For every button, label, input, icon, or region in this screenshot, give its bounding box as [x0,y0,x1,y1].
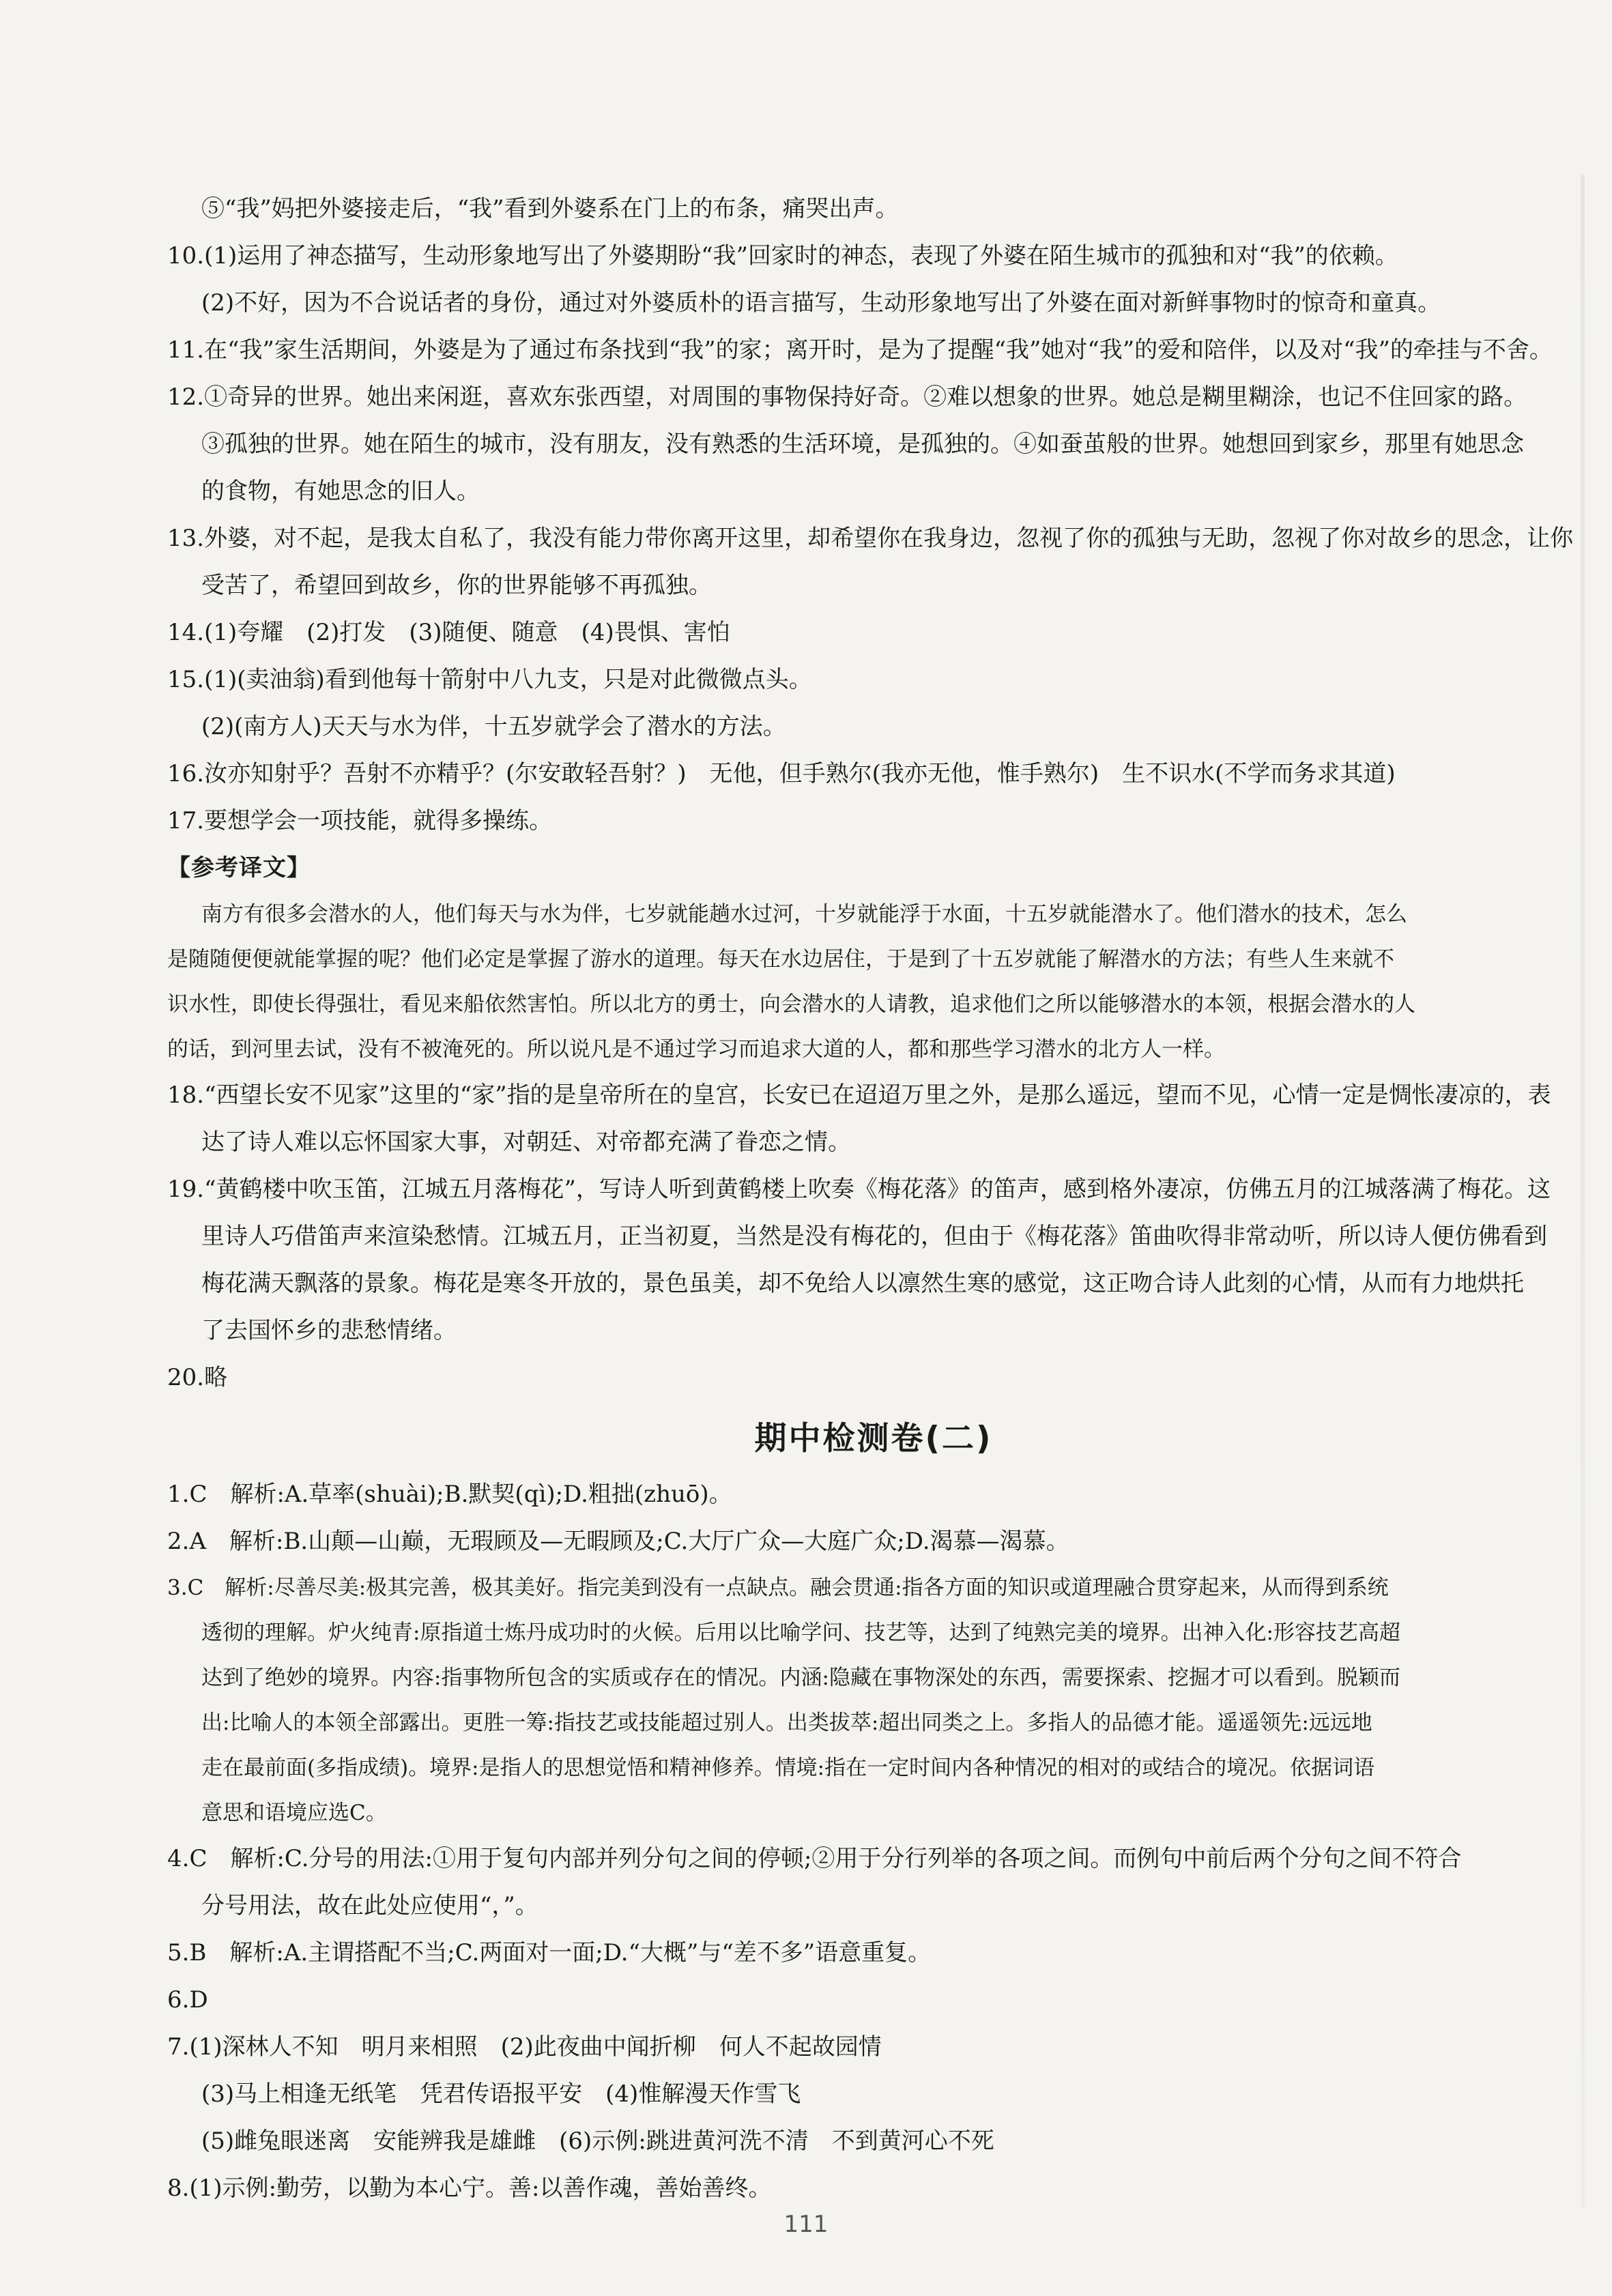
answer-line: 15.(1)(卖油翁)看到他每十箭射中八九支，只是对此微微点头。 [167,666,812,693]
answer-line: 17.要想学会一项技能，就得多操练。 [167,807,553,834]
answer-line: 12.①奇异的世界。她出来闲逛，喜欢东张西望，对周围的事物保持好奇。②难以想象的世界。她总是糊里糊涂，也记不住回家的路。 [167,383,1527,411]
answer-line: 16.汝亦知射乎？吾射不亦精乎？(尔安敢轻吾射？) 无他，但手熟尔(我亦无他，惟手熟尔) 生不识水(不学而务求其道) [167,760,1396,787]
section-answer-line: 6.D [167,1986,208,2014]
answer-line: 梅花满天飘落的景象。梅花是寒冬开放的，景色虽美，却不免给人以凛然生寒的感觉，这正吻合诗人此刻的心情，从而有力地烘托 [201,1270,1524,1297]
section-answer-line: 走在最前面(多指成绩)。境界:是指人的思想觉悟和精神修养。情境:指在一定时间内各种情况的相对的或结合的境况。依据词语 [201,1756,1375,1780]
section-answer-line: 3.C 解析:尽善尽美:极其完善，极其美好。指完美到没有一点缺点。融会贯通:指各方面的知识或道理融合贯穿起来，从而得到系统 [167,1575,1389,1600]
answer-line: 了去国怀乡的悲愁情绪。 [201,1317,457,1344]
answer-line: 18.“西望长安不见家”这里的“家”指的是皇帝所在的皇宫，长安已在迢迢万里之外，是那么遥远，望而不见，心情一定是惆怅凄凉的，表 [167,1081,1551,1109]
answer-line: ③孤独的世界。她在陌生的城市，没有朋友，没有熟悉的生活环境，是孤独的。④如蚕茧般的世界。她想回到家乡，那里有她思念 [201,431,1524,458]
answer-line: 受苦了，希望回到故乡，你的世界能够不再孤独。 [201,572,712,599]
translation-line: 的话，到河里去试，没有不被淹死的。所以说凡是不通过学习而追求大道的人，都和那些学习潜水的北方人一样。 [167,1037,1225,1062]
section-answer-line: 5.B 解析:A.主谓搭配不当;C.两面对一面;D.“大概”与“差不多”语意重复。 [167,1939,932,1966]
section-answer-line: 2.A 解析:B.山颠—山巅，无瑕顾及—无暇顾及;C.大厅广众—大庭广众;D.渴慕—渴慕。 [167,1528,1069,1555]
page-number: 111 [783,2211,829,2238]
section-answer-line: 1.C 解析:A.草率(shuài);B.默契(qì);D.粗拙(zhuō)。 [167,1481,732,1508]
section-title: 期中检测卷(二) [754,1420,993,1457]
section-answer-line: (3)马上相逢无纸笔 凭君传语报平安 (4)惟解漫天作雪飞 [201,2080,801,2108]
answer-line: 14.(1)夸耀 (2)打发 (3)随便、随意 (4)畏惧、害怕 [167,619,730,646]
section-answer-line: (5)雌兔眼迷离 安能辨我是雄雌 (6)示例:跳进黄河洗不清 不到黄河心不死 [201,2127,994,2155]
translation-line: 南方有很多会潜水的人，他们每天与水为伴，七岁就能趟水过河，十岁就能浮于水面，十五岁就能潜水了。他们潜水的技术，怎么 [201,902,1407,927]
answer-line: (2)(南方人)天天与水为伴，十五岁就学会了潜水的方法。 [201,713,786,740]
answer-line: 的食物，有她思念的旧人。 [201,478,480,505]
section-answer-line: 透彻的理解。炉火纯青:原指道士炼丹成功时的火候。后用以比喻学问、技艺等，达到了纯熟完美的境界。出神入化:形容技艺高超 [201,1621,1400,1645]
section-answer-line: 达到了绝妙的境界。内容:指事物所包含的实质或存在的情况。内涵:隐藏在事物深处的东西，需要探索、挖掘才可以看到。脱颖而 [201,1666,1400,1690]
answer-line: 里诗人巧借笛声来渲染愁情。江城五月，正当初夏，当然是没有梅花的，但由于《梅花落》笛曲吹得非常动听，所以诗人便仿佛看到 [201,1223,1547,1250]
translation-line: 识水性，即使长得强壮，看见来船依然害怕。所以北方的勇士，向会潜水的人请教，追求他们之所以能够潜水的本领，根据会潜水的人 [167,992,1415,1017]
answer-line: ⑤“我”妈把外婆接走后，“我”看到外婆系在门上的布条，痛哭出声。 [201,195,899,222]
answer-line: (2)不好，因为不合说话者的身份，通过对外婆质朴的语言描写，生动形象地写出了外婆在面对新鲜事物时的惊奇和童真。 [201,289,1441,317]
section-answer-line: 4.C 解析:C.分号的用法:①用于复句内部并列分句之间的停顿;②用于分行列举的各项之间。而例句中前后两个分句之间不符合 [167,1845,1462,1872]
answer-line: 20.略 [167,1364,228,1391]
section-answer-line: 出:比喻人的本领全部露出。更胜一筹:指技艺或技能超过别人。出类拔萃:超出同类之上。多指人的品德才能。遥遥领先:远远地 [201,1711,1372,1735]
section-answer-line: 7.(1)深林人不知 明月来相照 (2)此夜曲中闻折柳 何人不起故园情 [167,2033,882,2061]
translation-line: 是随随便便就能掌握的呢？他们必定是掌握了游水的道理。每天在水边居住，于是到了十五岁就能了解潜水的方法；有些人生来就不 [167,947,1394,972]
section-answer-line: 8.(1)示例:勤劳，以勤为本心宁。善:以善作魂，善始善终。 [167,2175,772,2202]
page-edge-shadow [1581,174,1585,2207]
answer-line: 达了诗人难以忘怀国家大事，对朝廷、对帝都充满了眷恋之情。 [201,1129,851,1156]
answer-line: 11.在“我”家生活期间，外婆是为了通过布条找到“我”的家；离开时，是为了提醒“我”她对“我”的爱和陪伴，以及对“我”的牵挂与不舍。 [167,336,1553,364]
translation-heading: 【参考译文】 [167,854,311,882]
answer-line: 10.(1)运用了神态描写，生动形象地写出了外婆期盼“我”回家时的神态，表现了外婆在陌生城市的孤独和对“我”的依赖。 [167,242,1398,270]
section-answer-line: 意思和语境应选C。 [201,1801,387,1825]
answer-line: 19.“黄鹤楼中吹玉笛，江城五月落梅花”，写诗人听到黄鹤楼上吹奏《梅花落》的笛声，感到格外凄凉，仿佛五月的江城落满了梅花。这 [167,1176,1551,1203]
answer-column [167,186,1580,2212]
section-answer-line: 分号用法，故在此处应使用“，”。 [201,1892,538,1919]
answer-line: 13.外婆，对不起，是我太自私了，我没有能力带你离开这里，却希望你在我身边，忽视了你的孤独与无助，忽视了你对故乡的思念，让你 [167,525,1574,552]
